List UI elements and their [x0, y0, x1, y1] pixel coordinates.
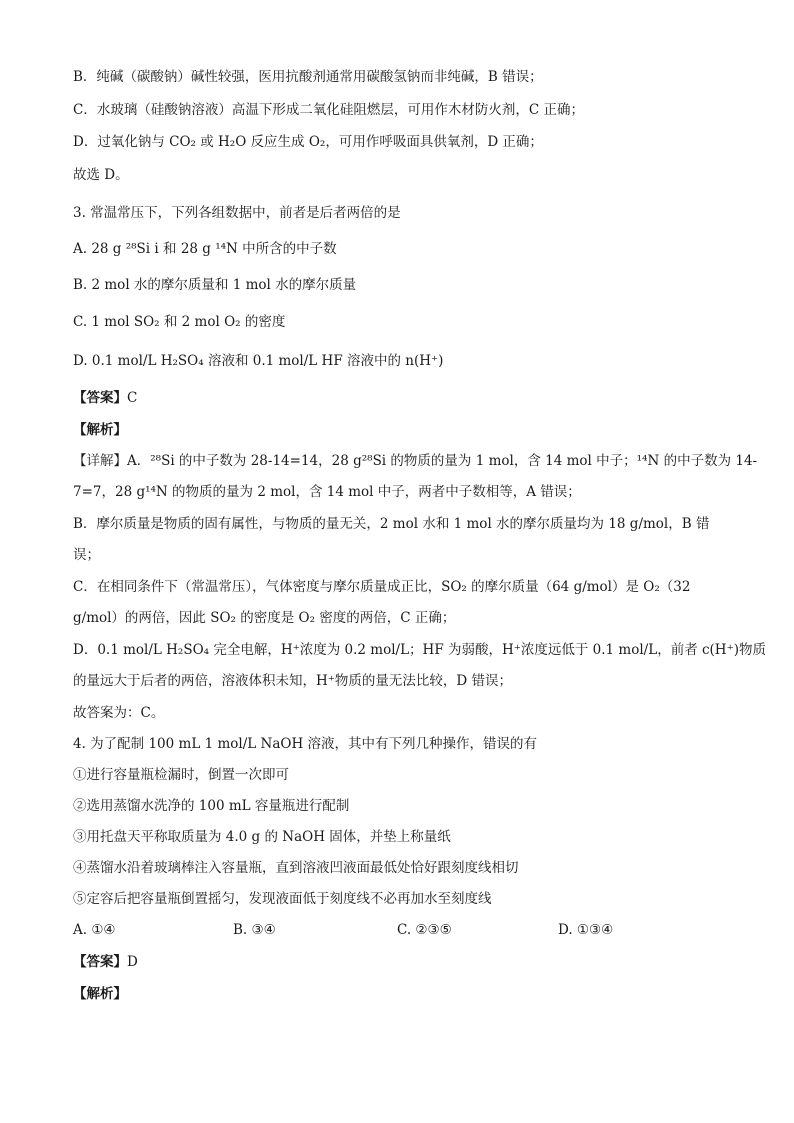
q4-item: ①进行容量瓶检漏时，倒置一次即可: [73, 767, 289, 783]
q3-detail-line: 误；: [73, 547, 100, 563]
q3-option-d: D. 0.1 mol/L H₂SO₄ 溶液和 0.1 mol/L HF 溶液中的 n(H⁺): [73, 353, 444, 369]
prev-explain-d: D．过氧化钠与 CO₂ 或 H₂O 反应生成 O₂，可用作呼吸面具供氧剂，D 正确；: [73, 134, 543, 150]
q3-analysis-tag: 【解析】: [73, 422, 127, 438]
prev-conclusion: 故选 D。: [73, 167, 129, 183]
q4-answer: [73, 953, 138, 971]
q3-detail-line: 的量远大于后者的两倍，溶液体积未知，H⁺物质的量无法比较，D 错误；: [73, 673, 513, 689]
q3-detail-line: C．在相同条件下（常温常压），气体密度与摩尔质量成正比，SO₂ 的摩尔质量（64 g/mol）是 O₂（32: [73, 579, 691, 595]
q3-stem: 3. 常温常压下，下列各组数据中，前者是后者两倍的是: [73, 205, 401, 221]
q4-answer-value: D: [127, 954, 138, 970]
q3-conclusion: 故答案为：C。: [73, 705, 165, 721]
q3-option-a: A. 28 g ²⁸Si i 和 28 g ¹⁴N 中所含的中子数: [73, 241, 337, 257]
q4-option-b: B. ③④: [233, 922, 276, 938]
q3-option-b: B. 2 mol 水的摩尔质量和 1 mol 水的摩尔质量: [73, 277, 357, 293]
q4-analysis-tag: 【解析】: [73, 986, 127, 1002]
q3-option-c: C. 1 mol SO₂ 和 2 mol O₂ 的密度: [73, 314, 286, 330]
q3-answer-tag: 【答案】: [73, 390, 127, 406]
q4-item: ③用托盘天平称取质量为 4.0 g 的 NaOH 固体，并垫上称量纸: [73, 829, 451, 845]
q3-answer-value: C: [127, 390, 138, 406]
prev-explain-b: B．纯碱（碳酸钠）碱性较强，医用抗酸剂通常用碳酸氢钠而非纯碱，B 错误；: [73, 69, 543, 85]
q4-item: ⑤定容后把容量瓶倒置摇匀，发现液面低于刻度线不必再加水至刻度线: [73, 891, 492, 907]
q4-stem: 4. 为了配制 100 mL 1 mol/L NaOH 溶液，其中有下列几种操作，错误的有: [73, 736, 538, 752]
q4-option-a: A. ①④: [73, 922, 116, 938]
q3-detail-line: 【详解】A．²⁸Si 的中子数为 28-14=14，28 g²⁸Si 的物质的量为 1 mol，含 14 mol 中子；¹⁴N 的中子数为 14-: [73, 453, 758, 469]
q4-answer-tag: 【答案】: [73, 954, 127, 970]
q4-option-d: D. ①③④: [558, 922, 614, 938]
q3-detail-line: g/mol）的两倍，因此 SO₂ 的密度是 O₂ 密度的两倍，C 正确；: [73, 610, 456, 626]
q3-detail-line: 7=7，28 g¹⁴N 的物质的量为 2 mol，含 14 mol 中子，两者中子数相等，A 错误；: [73, 484, 581, 500]
q3-answer: [73, 389, 137, 407]
q3-detail-line: B．摩尔质量是物质的固有属性，与物质的量无关，2 mol 水和 1 mol 水的摩尔质量均为 18 g/mol，B 错: [73, 516, 710, 532]
prev-explain-c: C．水玻璃（硅酸钠溶液）高温下形成二氧化硅阻燃层，可用作木材防火剂，C 正确；: [73, 102, 584, 118]
q3-detail-line: D．0.1 mol/L H₂SO₄ 完全电解，H⁺浓度为 0.2 mol/L；HF 为弱酸，H⁺浓度远低于 0.1 mol/L，前者 c(H⁺)物质: [73, 642, 766, 658]
q4-item: ②选用蒸馏水洗净的 100 mL 容量瓶进行配制: [73, 798, 350, 814]
q4-option-c: C. ②③⑤: [397, 922, 452, 938]
q4-item: ④蒸馏水沿着玻璃棒注入容量瓶，直到溶液凹液面最低处恰好跟刻度线相切: [73, 860, 519, 876]
